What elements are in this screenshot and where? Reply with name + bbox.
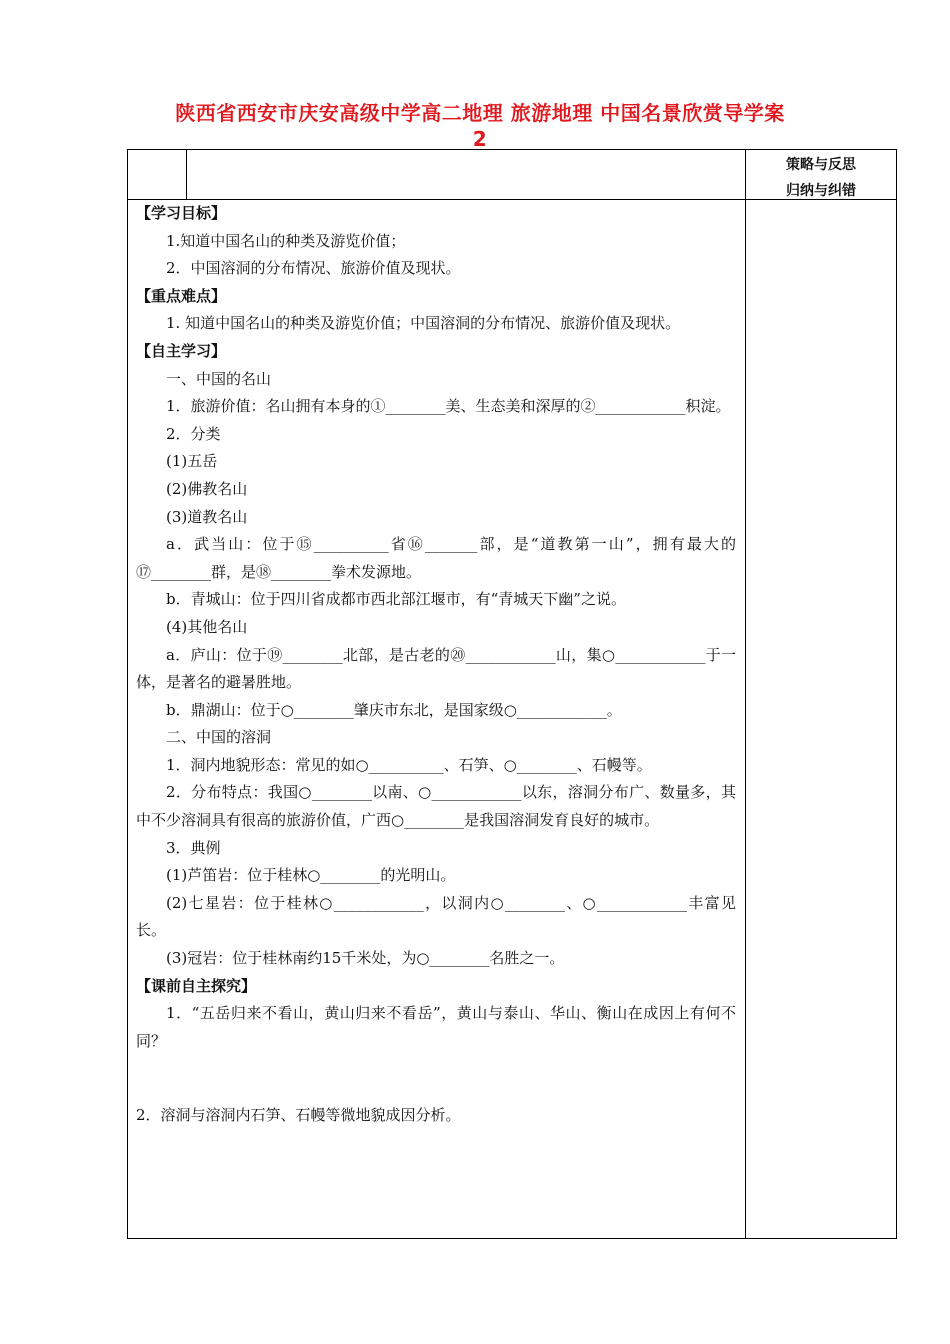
side-column-divider xyxy=(745,149,746,1239)
side-column-line-1: 策略与反思 xyxy=(786,157,856,173)
key-points-heading: 【重点难点】 xyxy=(136,286,227,305)
fill-in-item: 1．洞内地貌形态：常见的如○__________、石笋、○________、石幔等。 xyxy=(166,755,652,774)
fill-in-item: (2)七星岩：位于桂林○____________，以洞内○________、○____________丰富见长。 xyxy=(136,893,736,940)
goal-item: 1.知道中国名山的种类及游览价值； xyxy=(166,231,406,250)
title-line-1: 陕西省西安市庆安高级中学高二地理 旅游地理 中国名景欣赏导学案 xyxy=(175,101,785,125)
explore-heading: 【课前自主探究】 xyxy=(136,976,257,995)
answer-space xyxy=(136,1055,736,1102)
fill-in-item: 1．旅游价值：名山拥有本身的①________美、生态美和深厚的②____________积淀。 xyxy=(166,397,731,416)
subsection-title: 二、中国的溶洞 xyxy=(166,728,272,747)
header-small-cell-divider xyxy=(186,149,187,199)
fill-in-item: (4)其他名山 xyxy=(166,617,248,636)
self-study-heading: 【自主学习】 xyxy=(136,341,227,360)
fill-in-item: b．鼎湖山：位于○________肇庆市东北，是国家级○____________。 xyxy=(166,700,622,719)
goals-heading: 【学习目标】 xyxy=(136,204,227,222)
subsection-title: 一、中国的名山 xyxy=(166,369,272,388)
fill-in-item: (3)冠岩：位于桂林南约15千米处，为○________名胜之一。 xyxy=(166,949,565,968)
fill-in-item: 3．典例 xyxy=(166,838,221,857)
fill-in-item: b．青城山：位于四川省成都市西北部江堰市，有“青城天下幽”之说。 xyxy=(166,590,626,609)
explore-question-2: 2．溶洞与溶洞内石笋、石幔等微地貌成因分析。 xyxy=(136,1106,461,1125)
worksheet-content xyxy=(136,200,736,1130)
goal-item: 2．中国溶洞的分布情况、旅游价值及现状。 xyxy=(166,259,461,278)
key-points-text: 1. 知道中国名山的种类及游览价值；中国溶洞的分布情况、旅游价值及现状。 xyxy=(166,314,681,333)
fill-in-item: 2．分布特点：我国○________以南、○____________以东，溶洞分布广、数量多，其中不少溶洞具有很高的旅游价值，广西○________是我国溶洞发育良好的城市。 xyxy=(136,783,736,830)
explore-question-1: 1．“五岳归来不看山，黄山归来不看岳”，黄山与泰山、华山、衡山在成因上有何不同？ xyxy=(136,1004,736,1050)
fill-in-item: (2)佛教名山 xyxy=(166,479,248,498)
document-title xyxy=(120,100,840,152)
fill-in-item: (3)道教名山 xyxy=(166,507,248,526)
fill-in-item: a．武当山：位于⑮__________省⑯_______部，是“道教第一山”，拥有最大的⑰________群，是⑱________拳术发源地。 xyxy=(136,535,736,581)
fill-in-item: (1)芦笛岩：位于桂林○________的光明山。 xyxy=(166,866,456,885)
fill-in-item: 2．分类 xyxy=(166,424,221,443)
side-column-line-2: 归纳与纠错 xyxy=(786,183,856,199)
fill-in-item: a．庐山：位于⑲________北部，是古老的⑳____________山，集○____________于一体，是著名的避暑胜地。 xyxy=(136,645,736,692)
side-column-header xyxy=(746,152,896,204)
title-line-2: 2 xyxy=(472,127,488,151)
fill-in-item: (1)五岳 xyxy=(166,452,218,471)
